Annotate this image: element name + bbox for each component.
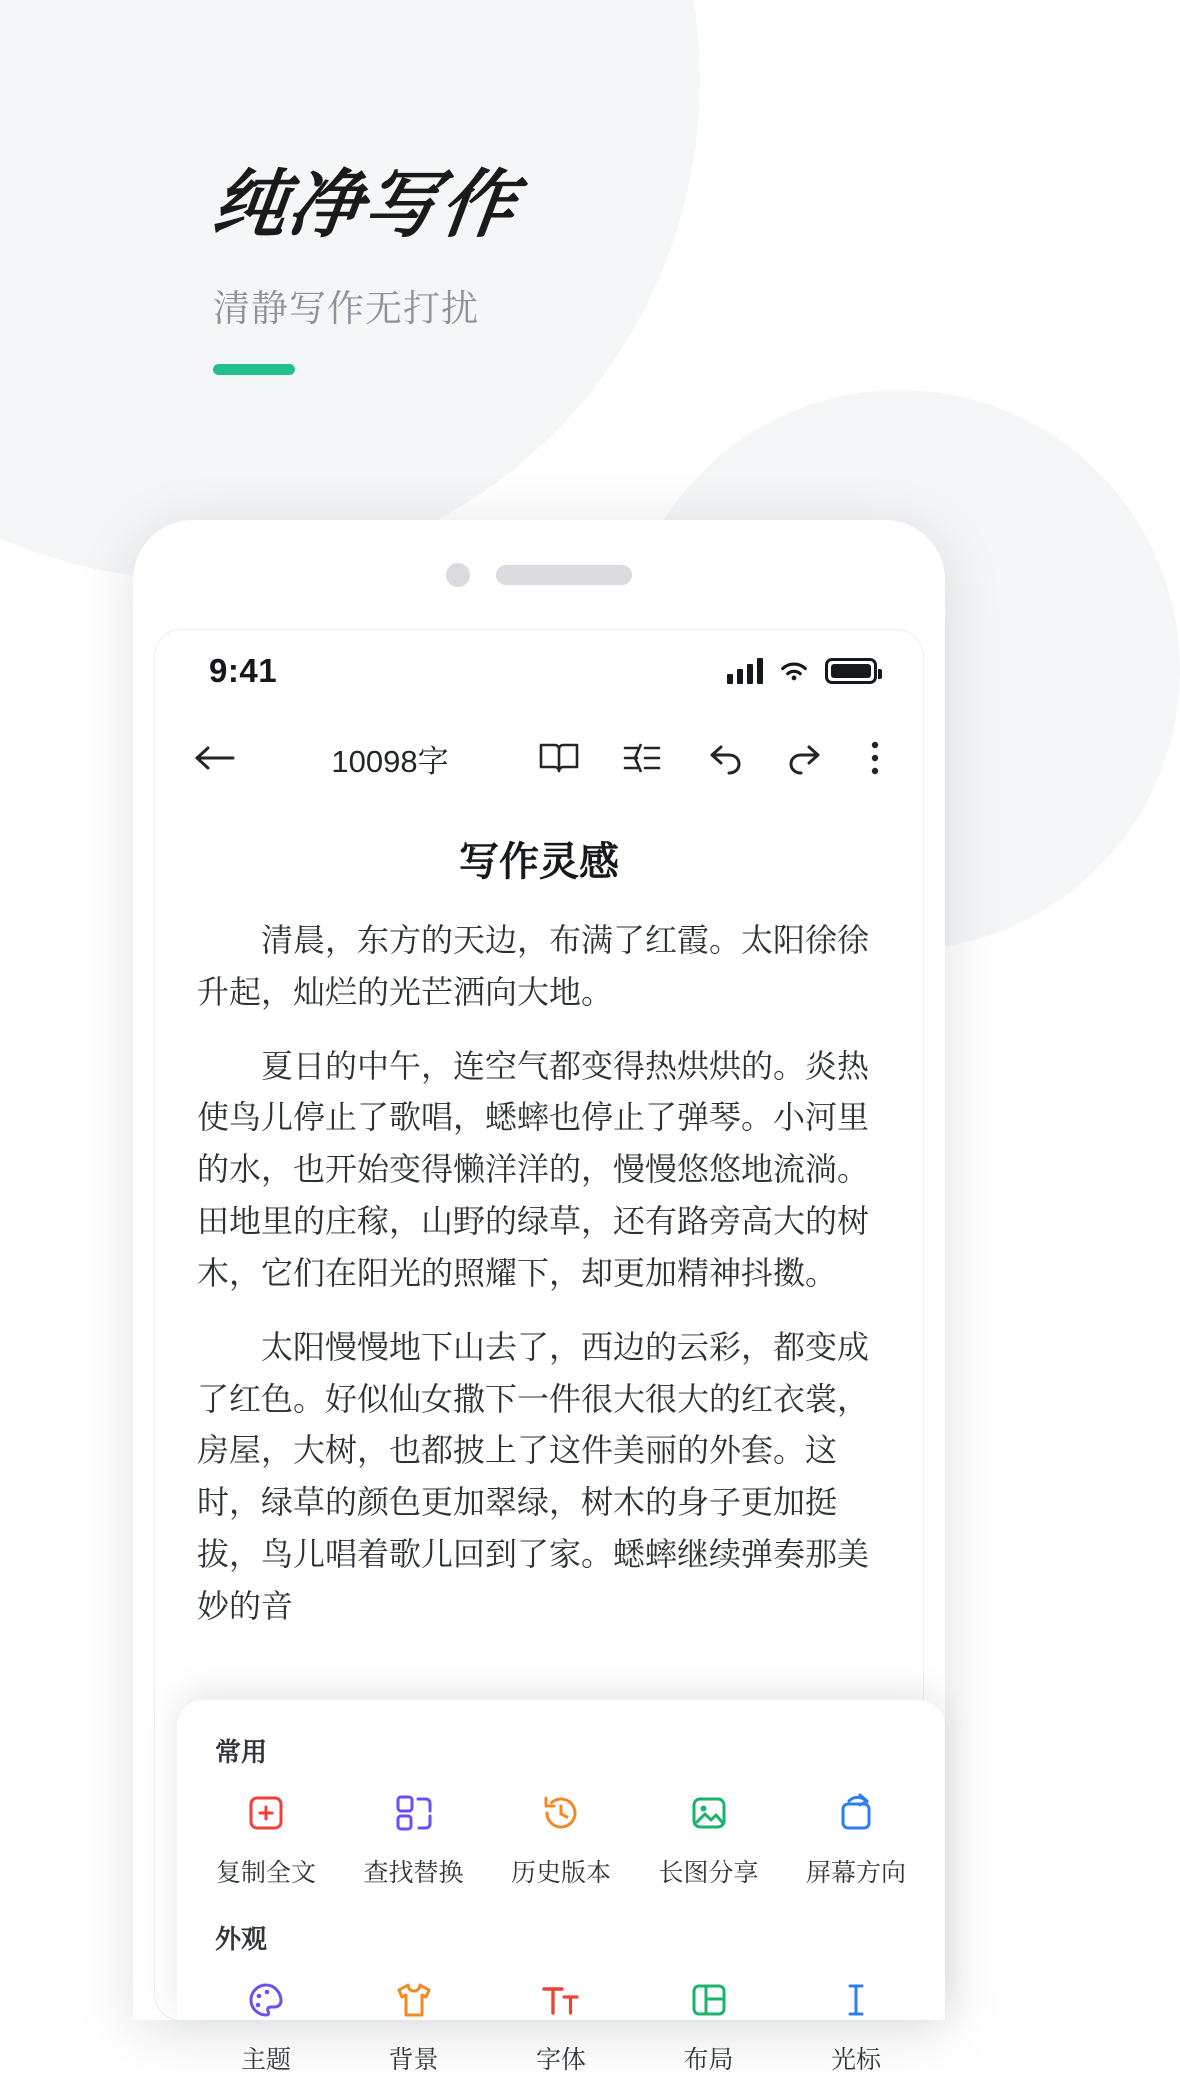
accent-bar (213, 364, 295, 375)
more-button[interactable] (867, 739, 883, 777)
phone-mockup (133, 520, 945, 2074)
camera-dot-icon (446, 563, 470, 587)
font-size-icon (538, 1974, 584, 2026)
sheet-group-title-appearance: 外观 (215, 1924, 268, 1954)
sheet-item-label: 光标 (830, 2046, 881, 2074)
sheet-item-background[interactable] (355, 1974, 473, 2076)
sheet-item-history[interactable] (502, 1787, 620, 1889)
sheet-item-label: 布局 (683, 2046, 734, 2074)
cursor-icon (833, 1974, 879, 2026)
tools-bottom-sheet (177, 1700, 945, 2074)
wifi-icon (777, 658, 811, 684)
shirt-icon (391, 1974, 437, 2026)
sheet-item-label: 主题 (240, 2046, 291, 2074)
sheet-item-long-image-share[interactable] (650, 1787, 768, 1889)
promo-copy (207, 163, 523, 375)
read-mode-button[interactable] (537, 739, 581, 777)
document-paragraph: 太阳慢慢地下山去了，西边的云彩，都变成了红色。好似仙女撒下一件很大很大的红衣裳，房屋，大树，也都披上了这件美丽的外套。这时，绿草的颜色更加翠绿，树木的身子更加挺拔，鸟儿唱着歌儿回到了家。蟋蟀继续弹奏那美妙的音 (197, 1328, 870, 1624)
document-title: 写作灵感 (459, 840, 619, 884)
sheet-item-screen-orientation[interactable] (797, 1787, 915, 1889)
screen-rotate-icon (833, 1787, 879, 1839)
sheet-item-label: 复制全文 (215, 1859, 316, 1887)
read-mode-icon (537, 739, 581, 777)
toolbar-actions (537, 739, 883, 777)
sheet-item-label: 长图分享 (658, 1859, 759, 1887)
sheet-row-appearance (207, 1974, 915, 2076)
phone-screen (155, 630, 923, 2074)
status-icons (727, 658, 877, 684)
promo-subhead: 清静写作无打扰 (213, 288, 479, 329)
back-arrow-icon (191, 741, 237, 775)
word-count-label: 10098字 (331, 743, 449, 779)
copy-all-icon (243, 1787, 289, 1839)
sheet-row-common (207, 1787, 915, 1889)
redo-icon (785, 739, 827, 777)
sheet-item-find-replace[interactable] (355, 1787, 473, 1889)
sheet-item-font[interactable] (502, 1974, 620, 2076)
sheet-group-title-common: 常用 (215, 1737, 268, 1767)
speaker-bar (496, 565, 632, 585)
back-button[interactable] (191, 741, 253, 775)
document-body[interactable] (155, 804, 923, 1633)
cellular-signal-icon (727, 658, 763, 684)
sheet-item-layout[interactable] (650, 1974, 768, 2076)
outline-button[interactable] (621, 739, 663, 777)
history-icon (538, 1787, 584, 1839)
sheet-item-copy-all[interactable] (207, 1787, 325, 1889)
image-share-icon (686, 1787, 732, 1839)
sheet-item-label: 背景 (388, 2046, 439, 2074)
document-paragraph: 清晨，东方的天边，布满了红霞。太阳徐徐升起，灿烂的光芒洒向大地。 (197, 922, 870, 1010)
editor-toolbar (155, 712, 923, 804)
status-bar (155, 630, 923, 712)
outline-icon (621, 739, 663, 777)
sheet-item-label: 查找替换 (363, 1859, 464, 1887)
sheet-item-cursor[interactable] (797, 1974, 915, 2076)
undo-icon (703, 739, 745, 777)
palette-icon (243, 1974, 289, 2026)
more-icon (867, 739, 883, 777)
promo-headline: 纯净写作 (207, 163, 523, 246)
sheet-item-label: 字体 (535, 2046, 586, 2074)
sheet-item-theme[interactable] (207, 1974, 325, 2076)
status-time: 9:41 (209, 652, 278, 689)
find-replace-icon (391, 1787, 437, 1839)
phone-notch (133, 520, 945, 630)
layout-icon (686, 1974, 732, 2026)
redo-button[interactable] (785, 739, 827, 777)
document-paragraph: 夏日的中午，连空气都变得热烘烘的。炎热使鸟儿停止了歌唱，蟋蟀也停止了弹琴。小河里的水，也开始变得懒洋洋的，慢慢悠悠地流淌。田地里的庄稼，山野的绿草，还有路旁高大的树木，它们在阳光的照耀下，却更加精神抖擞。 (197, 1047, 870, 1291)
sheet-item-label: 屏幕方向 (805, 1859, 906, 1887)
undo-button[interactable] (703, 739, 745, 777)
sheet-item-label: 历史版本 (510, 1859, 611, 1887)
battery-icon (825, 658, 877, 684)
